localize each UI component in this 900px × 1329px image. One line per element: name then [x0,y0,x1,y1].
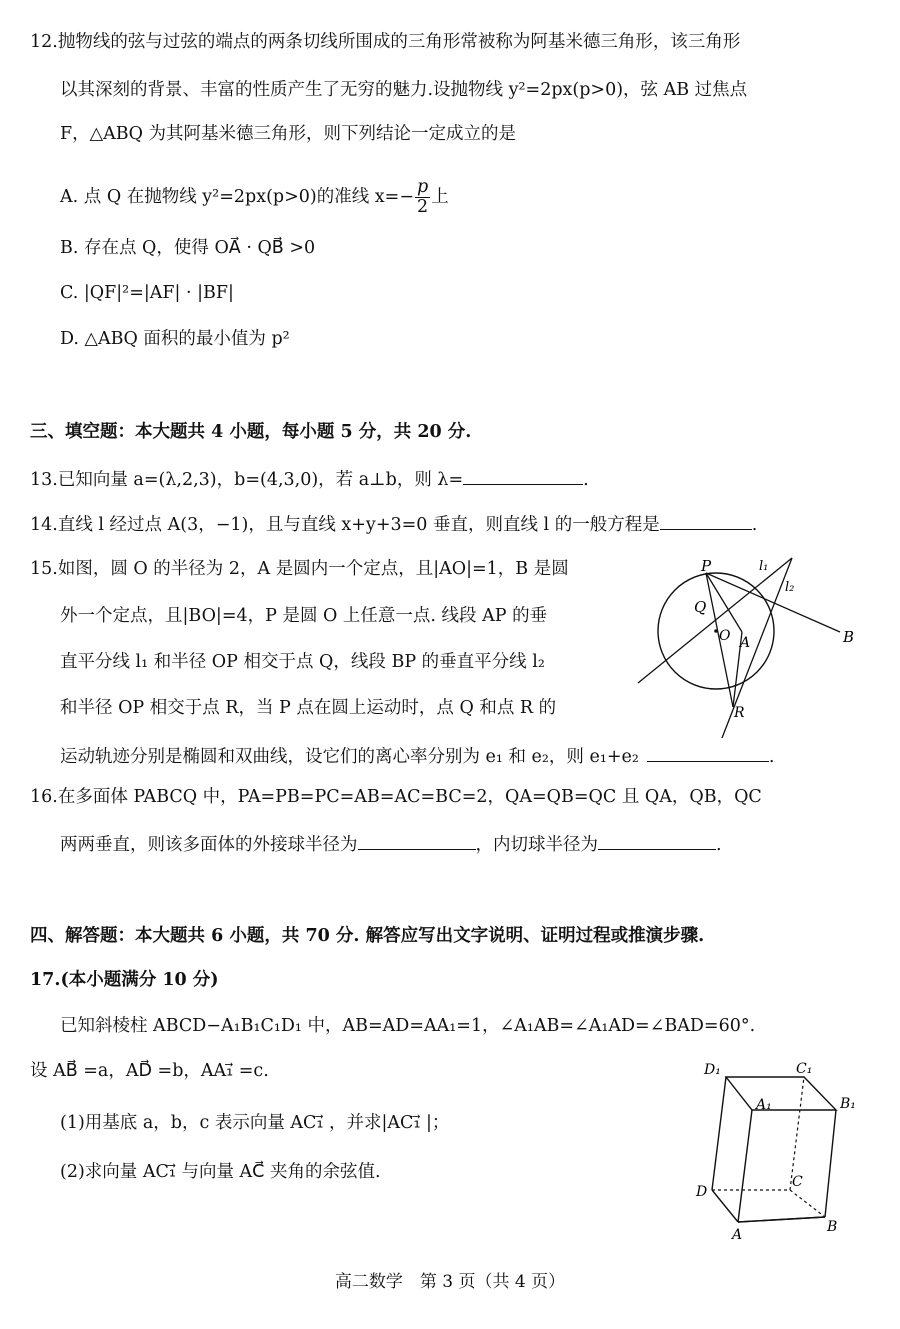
q16-line-2 [60,831,722,857]
q15-line-1: 15.如图，圆 O 的半径为 2，A 是圆内一个定点，且|AO|=1，B 是圆 [30,559,569,579]
edge-cb [790,1190,825,1217]
q12-line-1: 12.抛物线的弦与过弦的端点的两条切线所围成的三角形常被称为阿基米德三角形，该三角形 [30,32,741,52]
q16-circumradius-blank[interactable] [358,831,476,850]
q13 [30,466,589,492]
label-l1: l₁ [759,559,769,574]
label-d: D [696,1184,708,1200]
q12-line-3: F，△ABQ 为其阿基米德三角形，则下列结论一定成立的是 [60,124,517,144]
q12-option-d: D. △ABQ 面积的最小值为 p² [60,329,290,349]
q15-figure [630,550,870,740]
label-c: C [792,1174,803,1190]
label-b: B [843,628,855,646]
fraction-denominator: 2 [417,197,429,217]
edge-ab [738,1217,825,1222]
label-r: R [734,705,745,721]
section-3-heading: 三、填空题：本大题共 4 小题，每小题 5 分，共 20 分. [30,422,472,442]
label-b: B [827,1219,838,1235]
q13-end: . [583,470,589,490]
q12-line-2: 以其深刻的背景、丰富的性质产生了无穷的魅力.设抛物线 y²=2px(p>0)，弦 AB 过焦点 [60,80,748,100]
q15-line-4: 和半径 OP 相交于点 R，当 P 点在圆上运动时，点 Q 和点 R 的 [60,698,557,718]
q17-part-1: (1)用基底 a，b，c 表示向量 AC₁⃗ ，并求|AC₁⃗ |； [60,1113,450,1133]
label-l2: l₂ [785,580,795,595]
q12-option-a-fraction [415,178,430,217]
label-d1: D₁ [704,1062,721,1078]
q15-line-5 [60,743,774,769]
label-a1: A₁ [756,1097,772,1113]
label-p: P [701,557,712,575]
q13-text: 13.已知向量 a=(λ,2,3)，b=(4,3,0)，若 a⊥b，则 λ= [30,470,464,490]
q13-answer-blank[interactable] [463,466,583,485]
q12-option-b: B. 存在点 Q，使得 OA⃗ · QB⃗ >0 [60,238,316,258]
q12-option-a-text: A. 点 Q 在抛物线 y²=2px(p>0)的准线 x=− [60,187,414,207]
q16-line-2-mid: ，内切球半径为 [475,835,598,855]
q12-option-c: C. |QF|²=|AF| · |BF| [60,283,234,303]
q17-prism-figure [690,1055,870,1245]
q17-part-2: (2)求向量 AC₁⃗ 与向量 AC⃗ 夹角的余弦值. [60,1162,381,1182]
q17-title-text: 17.(本小题满分 10 分) [30,970,219,990]
label-a: A [740,635,751,651]
q14-text: 14.直线 l 经过点 A(3，−1)，且与直线 x+y+3=0 垂直，则直线 l 的一般方程是 [30,515,660,535]
label-c1: C₁ [796,1061,813,1077]
edge-bb1 [825,1110,836,1217]
q15-end: . [768,747,775,767]
q16-line-1: 16.在多面体 PABCQ 中，PA=PB=PC=AB=AC=BC=2，QA=QB=QC 且 QA，QB，QC [30,787,762,807]
q14 [30,511,757,537]
label-q: Q [694,598,707,616]
q17-line-2: 设 AB⃗ =a，AD⃗ =b，AA₁⃗ =c. [30,1061,269,1081]
edge-aa1 [738,1110,752,1222]
label-b1: B₁ [840,1096,856,1112]
q15-line-5-text: 运动轨迹分别是椭圆和双曲线，设它们的离心率分别为 e₁ 和 e₂，则 e₁+e₂ [60,747,639,767]
q12-option-a-end: 上 [431,187,449,207]
q14-end: . [751,515,758,535]
q16-line-2-text: 两两垂直，则该多面体的外接球半径为 [60,835,358,855]
q17-line-1: 已知斜棱柱 ABCD−A₁B₁C₁D₁ 中，AB=AD=AA₁=1，∠A₁AB=∠A₁AD=∠BAD=60°. [60,1016,756,1036]
q15-line-2: 外一个定点，且|BO|=4，P 是圆 O 上任意一点. 线段 AP 的垂 [60,606,548,626]
q16-end: . [716,835,722,855]
q16-inradius-blank[interactable] [598,831,716,850]
q14-answer-blank[interactable] [660,511,752,530]
q15-line-3: 直平分线 l₁ 和半径 OP 相交于点 Q，线段 BP 的垂直平分线 l₂ [60,652,545,672]
label-o: O [719,628,731,644]
fraction-numerator: p [416,177,429,197]
prism-top-face [726,1077,836,1110]
page-footer: 高二数学 第 3 页（共 4 页） [334,1272,566,1292]
q15-answer-blank[interactable] [647,743,769,762]
section-4-heading: 四、解答题：本大题共 6 小题，共 70 分. 解答应写出文字说明、证明过程或推演步骤. [30,926,705,946]
edge-dd1 [712,1077,726,1190]
point-o [714,629,718,633]
edge-da [712,1190,738,1222]
label-a: A [732,1227,743,1243]
q12-option-a [60,178,449,217]
q17-title [30,968,219,992]
